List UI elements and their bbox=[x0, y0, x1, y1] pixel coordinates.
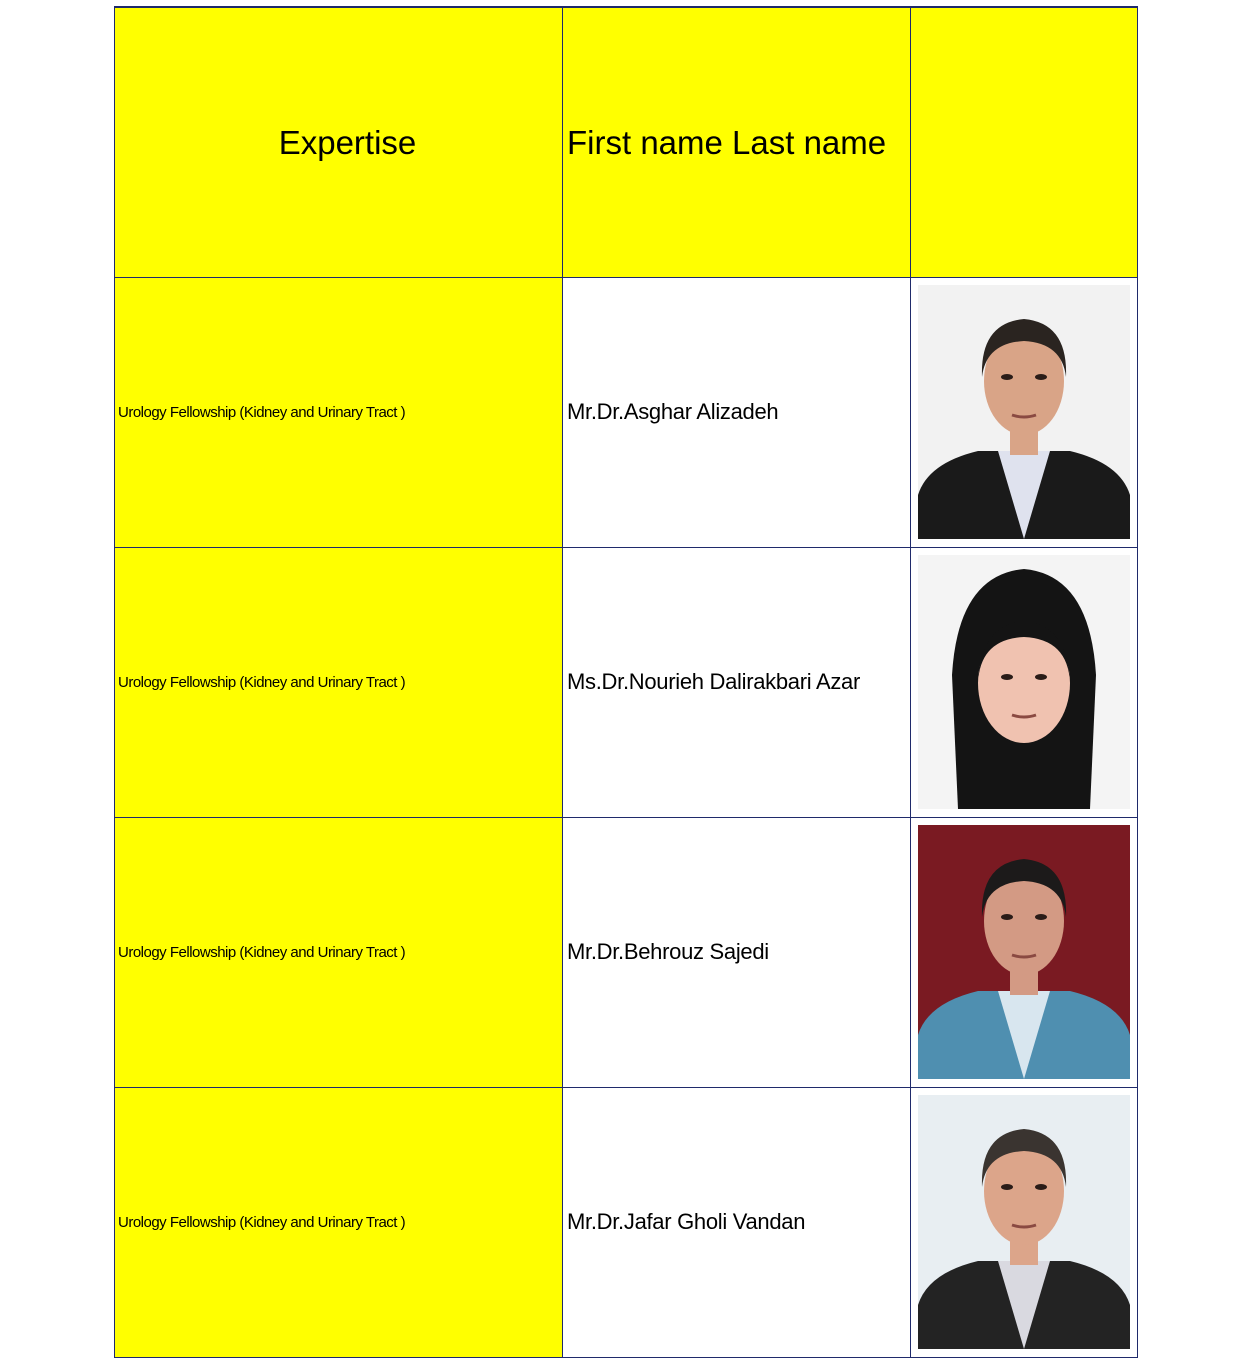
expertise-cell bbox=[115, 547, 563, 817]
name-cell bbox=[563, 1087, 911, 1357]
photo-cell bbox=[911, 817, 1138, 1087]
doctor-name: Mr.Dr.Behrouz Sajedi bbox=[567, 939, 769, 965]
photo-cell bbox=[911, 1087, 1138, 1357]
expertise-cell bbox=[115, 1087, 563, 1357]
doctor-name: Mr.Dr.Jafar Gholi Vandan bbox=[567, 1209, 806, 1235]
header-cell-name bbox=[563, 7, 911, 278]
header-row bbox=[115, 7, 1138, 278]
header-cell-photo bbox=[911, 7, 1138, 278]
photo-cell bbox=[911, 278, 1138, 548]
expertise-text: Urology Fellowship (Kidney and Urinary Tract ) bbox=[118, 403, 406, 421]
expertise-text: Urology Fellowship (Kidney and Urinary Tract ) bbox=[118, 673, 406, 691]
name-cell bbox=[563, 817, 911, 1087]
doctor-table-sheet bbox=[114, 6, 1136, 1358]
header-name-label: First name Last name bbox=[567, 123, 887, 161]
right-eye bbox=[1035, 1184, 1047, 1190]
table-row bbox=[115, 1087, 1138, 1357]
left-eye bbox=[1001, 374, 1013, 380]
right-eye bbox=[1035, 674, 1047, 680]
left-eye bbox=[1001, 914, 1013, 920]
photo-cell bbox=[911, 547, 1138, 817]
male-portrait-photo-icon bbox=[918, 1095, 1130, 1349]
left-eye bbox=[1001, 1184, 1013, 1190]
female-portrait-photo-icon bbox=[918, 555, 1130, 809]
name-cell bbox=[563, 278, 911, 548]
right-eye bbox=[1035, 374, 1047, 380]
name-cell bbox=[563, 547, 911, 817]
table-row bbox=[115, 278, 1138, 548]
male-portrait-photo-icon bbox=[918, 285, 1130, 539]
table-row bbox=[115, 817, 1138, 1087]
table-row bbox=[115, 547, 1138, 817]
expertise-cell bbox=[115, 817, 563, 1087]
right-eye bbox=[1035, 914, 1047, 920]
expertise-text: Urology Fellowship (Kidney and Urinary Tract ) bbox=[118, 943, 406, 961]
header-cell-expertise bbox=[115, 7, 563, 278]
header-expertise-label: Expertise bbox=[278, 123, 417, 161]
expertise-text: Urology Fellowship (Kidney and Urinary Tract ) bbox=[118, 1213, 406, 1231]
expertise-cell bbox=[115, 278, 563, 548]
doctor-table bbox=[114, 6, 1138, 1358]
doctor-name: Ms.Dr.Nourieh Dalirakbari Azar bbox=[567, 669, 860, 695]
left-eye bbox=[1001, 674, 1013, 680]
doctor-name: Mr.Dr.Asghar Alizadeh bbox=[567, 399, 779, 425]
male-portrait-photo-icon bbox=[918, 825, 1130, 1079]
